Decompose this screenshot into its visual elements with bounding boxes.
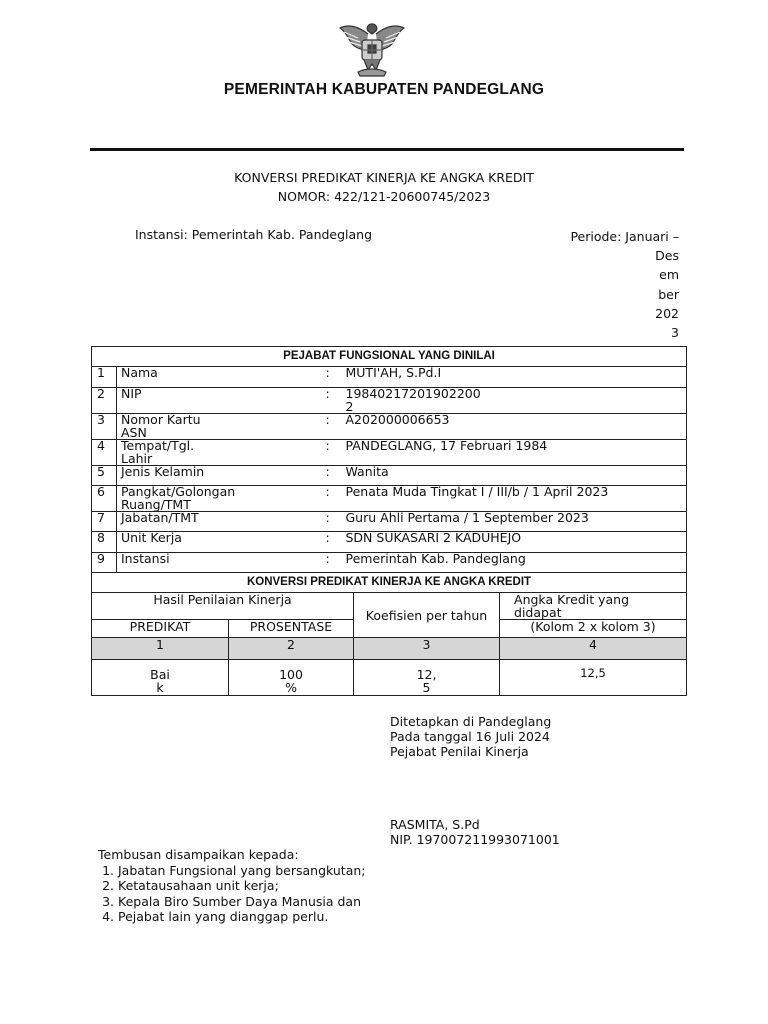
field-label: Jabatan/TMT [117, 512, 322, 532]
predikat-value-line: k [156, 680, 164, 695]
periode-line: ber [658, 286, 679, 302]
field-colon: : [322, 553, 342, 573]
signatory-name: RASMITA, S.Pd [390, 817, 480, 832]
column-number: 4 [500, 638, 687, 660]
instansi-label: Instansi: Pemerintah Kab. Pandeglang [135, 227, 373, 242]
field-value-line: 19840217201902200 [345, 387, 481, 401]
koefisien-header: Koefisien per tahun [354, 593, 500, 638]
row-number: 4 [92, 440, 117, 466]
periode-line: 3 [671, 325, 679, 341]
field-label: Nama [117, 367, 322, 388]
document-number: NOMOR: 422/121-20600745/2023 [277, 189, 491, 204]
field-value: SDN SUKASARI 2 KADUHEJO [342, 532, 687, 553]
field-label [117, 440, 322, 466]
predikat-value-line: Bai [150, 667, 170, 682]
row-number: 6 [92, 486, 117, 512]
cc-item: 3. Kepala Biro Sumber Daya Manusia dan [118, 894, 366, 910]
field-colon: : [322, 486, 342, 512]
header-divider [90, 148, 684, 151]
row-number: 3 [92, 414, 117, 440]
periode-line: Des [655, 248, 679, 264]
field-colon: : [322, 532, 342, 553]
field-value: MUTI'AH, S.Pd.I [342, 367, 687, 388]
angka-header-line: Angka Kredit yang [514, 592, 630, 607]
field-value: Penata Muda Tingkat I / III/b / 1 April 2023 [342, 486, 687, 512]
field-colon: : [322, 440, 342, 466]
field-colon: : [322, 414, 342, 440]
periode-line: Periode: Januari – [570, 229, 679, 244]
periode-line: em [659, 267, 679, 283]
field-colon: : [322, 388, 342, 414]
cc-item: 1. Jabatan Fungsional yang bersangkutan; [118, 863, 366, 879]
signature-date: Pada tanggal 16 Juli 2024 [390, 729, 550, 744]
field-colon: : [322, 466, 342, 486]
officer-table [91, 346, 687, 593]
field-label: Instansi [117, 553, 322, 573]
conversion-table-title: KONVERSI PREDIKAT KINERJA KE ANGKA KREDIT [92, 573, 687, 593]
field-value [342, 388, 687, 414]
angka-header-line: didapat [514, 605, 562, 620]
field-label-line: ASN [121, 424, 147, 440]
column-number: 3 [354, 638, 500, 660]
row-number: 8 [92, 532, 117, 553]
document-heading: KONVERSI PREDIKAT KINERJA KE ANGKA KREDIT [234, 170, 534, 185]
periode-block [570, 227, 679, 342]
signature-role: Pejabat Penilai Kinerja [390, 744, 529, 759]
field-label [117, 414, 322, 440]
prosentase-value-line: % [285, 680, 297, 695]
column-number: 2 [229, 638, 354, 660]
cc-title: Tembusan disampaikan kepada: [98, 847, 299, 862]
koefisien-value-line: 5 [422, 680, 431, 695]
field-label-line: Nomor Kartu [121, 413, 201, 427]
field-label [117, 486, 322, 512]
cc-item: 2. Ketatausahaan unit kerja; [118, 878, 366, 894]
prosentase-value-line: 100 [279, 667, 303, 682]
column-number: 1 [92, 638, 229, 660]
field-value: A202000006653 [342, 414, 687, 440]
field-label: NIP [117, 388, 322, 414]
signatory-nip: NIP. 197007211993071001 [390, 832, 560, 847]
cc-block [98, 847, 366, 925]
field-value-line: 2 [345, 398, 354, 414]
predikat-value [92, 660, 229, 696]
koefisien-value [354, 660, 500, 696]
cc-item: 4. Pejabat lain yang dianggap perlu. [118, 909, 366, 925]
row-number: 1 [92, 367, 117, 388]
field-value: Wanita [342, 466, 687, 486]
periode-line: 202 [655, 305, 679, 321]
predikat-header: PREDIKAT [92, 620, 229, 638]
signature-place: Ditetapkan di Pandeglang [390, 714, 552, 729]
field-colon: : [322, 367, 342, 388]
field-colon: : [322, 512, 342, 532]
prosentase-header: PROSENTASE [229, 620, 354, 638]
prosentase-value [229, 660, 354, 696]
field-label: Unit Kerja [117, 532, 322, 553]
hasil-header: Hasil Penilaian Kinerja [92, 593, 354, 620]
row-number: 5 [92, 466, 117, 486]
cc-list [98, 863, 366, 925]
field-label-line: Tempat/Tgl. [121, 439, 195, 453]
garuda-emblem [338, 18, 406, 82]
government-title: PEMERINTAH KABUPATEN PANDEGLANG [223, 81, 545, 98]
koefisien-value-line: 12, [416, 667, 437, 682]
field-label: Jenis Kelamin [117, 466, 322, 486]
row-number: 2 [92, 388, 117, 414]
conversion-table [91, 592, 687, 696]
field-label-line: Ruang/TMT [121, 496, 191, 512]
field-value: PANDEGLANG, 17 Februari 1984 [342, 440, 687, 466]
row-number: 7 [92, 512, 117, 532]
angka-kredit-value: 12,5 [500, 660, 687, 696]
row-number: 9 [92, 553, 117, 573]
angka-header [500, 593, 687, 620]
officer-table-title: PEJABAT FUNGSIONAL YANG DINILAI [92, 347, 687, 367]
field-value: Pemerintah Kab. Pandeglang [342, 553, 687, 573]
field-label-line: Lahir [121, 450, 153, 466]
angka-formula: (Kolom 2 x kolom 3) [500, 620, 687, 638]
field-label-line: Pangkat/Golongan [121, 485, 236, 499]
field-value: Guru Ahli Pertama / 1 September 2023 [342, 512, 687, 532]
